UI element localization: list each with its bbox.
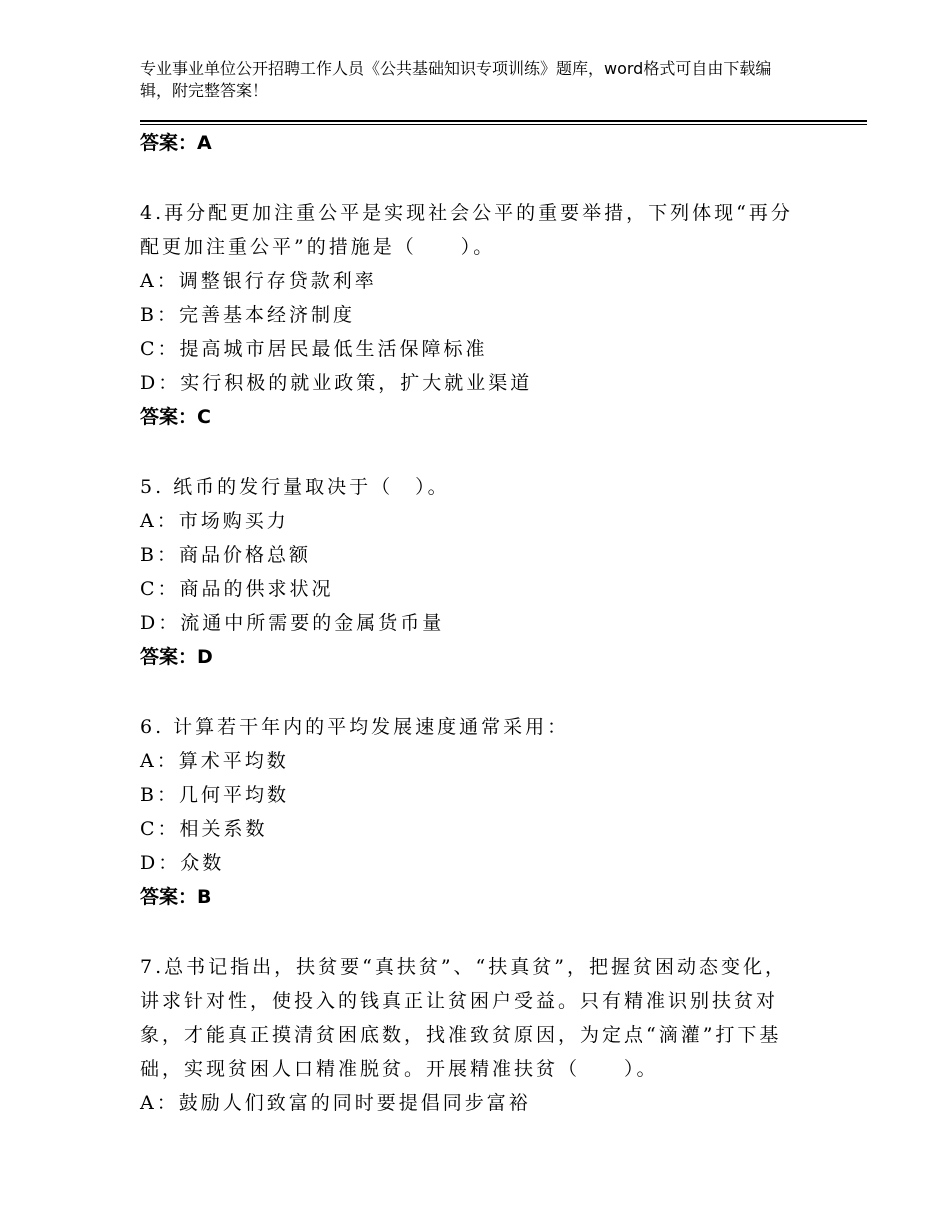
question-4	[140, 196, 800, 434]
option-a: A：市场购买力	[140, 510, 289, 532]
question-stem: 7.总书记指出，扶贫要“真扶贫”、“扶真贫”，把握贫困动态变化，讲求针对性，使投入的钱真正让贫困户受益。只有精准识别扶贫对象，才能真正摸清贫困底数，找准致贫原因，为定点“滴灌”打下基础，实现贫困人口精准脱贫。开展精准扶贫（ ）。	[140, 956, 787, 1080]
question-stem: 6. 计算若干年内的平均发展速度通常采用：	[140, 716, 570, 738]
option-b: B：几何平均数	[140, 784, 289, 806]
option-b: B：商品价格总额	[140, 544, 311, 566]
question-5	[140, 470, 800, 674]
answer-line: 答案：B	[140, 886, 212, 908]
option-c: C：相关系数	[140, 818, 268, 840]
option-d: D：流通中所需要的金属货币量	[140, 612, 445, 634]
question-stem: 4.再分配更加注重公平是实现社会公平的重要举措，下列体现“再分配更加注重公平”的措施是（ ）。	[140, 202, 793, 258]
option-a: A：鼓励人们致富的同时要提倡同步富裕	[140, 1092, 531, 1114]
answer-line: 答案：C	[140, 406, 211, 428]
answer-line: 答案：D	[140, 646, 213, 668]
question-list	[140, 126, 800, 1120]
option-d: D：实行积极的就业政策，扩大就业渠道	[140, 372, 533, 394]
question-6	[140, 710, 800, 914]
answer-line: 答案：A	[140, 132, 212, 154]
page-header: 专业事业单位公开招聘工作人员《公共基础知识专项训练》题库，word格式可自由下载编辑，附完整答案！	[140, 59, 772, 100]
question-7	[140, 950, 800, 1120]
option-b: B：完善基本经济制度	[140, 304, 355, 326]
question-stem: 5. 纸币的发行量取决于（ ）。	[140, 476, 450, 498]
option-d: D：众数	[140, 852, 225, 874]
option-c: C：提高城市居民最低生活保障标准	[140, 338, 488, 360]
option-c: C：商品的供求状况	[140, 578, 334, 600]
option-a: A：调整银行存贷款利率	[140, 270, 377, 292]
option-a: A：算术平均数	[140, 750, 289, 772]
